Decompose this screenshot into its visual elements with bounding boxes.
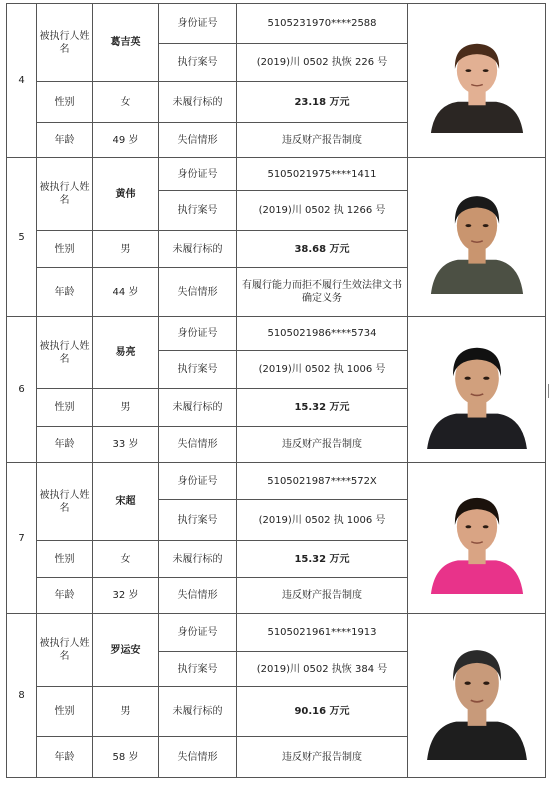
label-amount: 未履行标的 <box>159 231 237 268</box>
label-name: 被执行人姓名 <box>37 317 93 389</box>
record-index: 6 <box>7 317 37 463</box>
id-number: 5105231970****2588 <box>237 4 408 44</box>
label-age: 年龄 <box>37 737 93 778</box>
label-id: 身份证号 <box>159 317 237 351</box>
credit-situation: 违反财产报告制度 <box>237 123 408 158</box>
portrait-figure <box>425 331 529 449</box>
label-name: 被执行人姓名 <box>37 158 93 231</box>
record-row <box>7 158 546 191</box>
label-age: 年龄 <box>37 268 93 317</box>
label-credit: 失信情形 <box>159 123 237 158</box>
debtor-name: 宋超 <box>93 463 159 541</box>
label-amount: 未履行标的 <box>159 541 237 578</box>
id-number: 5105021986****5734 <box>237 317 408 351</box>
label-amount: 未履行标的 <box>159 82 237 123</box>
record-index: 5 <box>7 158 37 317</box>
debtor-photo <box>425 331 529 449</box>
record-row <box>7 463 546 500</box>
gender-value: 男 <box>93 687 159 737</box>
label-gender: 性别 <box>37 231 93 268</box>
portrait-figure <box>429 482 525 594</box>
age-value: 49 岁 <box>93 123 159 158</box>
debtor-roster-table <box>6 3 546 778</box>
debtor-photo <box>425 632 529 760</box>
roster-body <box>7 4 546 778</box>
credit-situation: 违反财产报告制度 <box>237 578 408 614</box>
amount-value: 15.32 万元 <box>237 389 408 427</box>
label-credit: 失信情形 <box>159 737 237 778</box>
gender-value: 女 <box>93 82 159 123</box>
age-value: 44 岁 <box>93 268 159 317</box>
id-number: 5105021975****1411 <box>237 158 408 191</box>
age-value: 32 岁 <box>93 578 159 614</box>
label-gender: 性别 <box>37 541 93 578</box>
gender-value: 男 <box>93 389 159 427</box>
label-amount: 未履行标的 <box>159 389 237 427</box>
debtor-name: 黄伟 <box>93 158 159 231</box>
debtor-name: 葛吉英 <box>93 4 159 82</box>
record-index: 4 <box>7 4 37 158</box>
credit-situation: 违反财产报告制度 <box>237 427 408 463</box>
record-index: 7 <box>7 463 37 614</box>
case-number: (2019)川 0502 执 1266 号 <box>237 191 408 231</box>
amount-value: 23.18 万元 <box>237 82 408 123</box>
credit-situation: 有履行能力而拒不履行生效法律文书确定义务 <box>237 268 408 317</box>
portrait-figure <box>429 29 525 133</box>
label-id: 身份证号 <box>159 463 237 500</box>
amount-value: 90.16 万元 <box>237 687 408 737</box>
label-case: 执行案号 <box>159 652 237 687</box>
id-number: 5105021987****572X <box>237 463 408 500</box>
gender-value: 女 <box>93 541 159 578</box>
age-value: 33 岁 <box>93 427 159 463</box>
label-credit: 失信情形 <box>159 427 237 463</box>
photo-cell <box>408 614 546 778</box>
label-case: 执行案号 <box>159 351 237 389</box>
amount-value: 38.68 万元 <box>237 231 408 268</box>
photo-cell <box>408 158 546 317</box>
label-name: 被执行人姓名 <box>37 614 93 687</box>
label-case: 执行案号 <box>159 500 237 541</box>
label-case: 执行案号 <box>159 44 237 82</box>
case-number: (2019)川 0502 执恢 384 号 <box>237 652 408 687</box>
label-id: 身份证号 <box>159 614 237 652</box>
label-amount: 未履行标的 <box>159 687 237 737</box>
amount-value: 15.32 万元 <box>237 541 408 578</box>
debtor-name: 易亮 <box>93 317 159 389</box>
label-id: 身份证号 <box>159 158 237 191</box>
edge-mark <box>548 384 553 398</box>
portrait-figure <box>429 180 525 294</box>
label-credit: 失信情形 <box>159 268 237 317</box>
case-number: (2019)川 0502 执 1006 号 <box>237 351 408 389</box>
portrait-figure <box>425 632 529 760</box>
case-number: (2019)川 0502 执恢 226 号 <box>237 44 408 82</box>
photo-cell <box>408 4 546 158</box>
case-number: (2019)川 0502 执 1006 号 <box>237 500 408 541</box>
label-gender: 性别 <box>37 389 93 427</box>
record-row <box>7 614 546 652</box>
record-row <box>7 4 546 44</box>
record-index: 8 <box>7 614 37 778</box>
label-gender: 性别 <box>37 687 93 737</box>
debtor-photo <box>429 482 525 594</box>
photo-cell <box>408 317 546 463</box>
debtor-photo <box>429 180 525 294</box>
age-value: 58 岁 <box>93 737 159 778</box>
gender-value: 男 <box>93 231 159 268</box>
label-name: 被执行人姓名 <box>37 463 93 541</box>
debtor-photo <box>429 29 525 133</box>
photo-cell <box>408 463 546 614</box>
debtor-name: 罗运安 <box>93 614 159 687</box>
label-credit: 失信情形 <box>159 578 237 614</box>
id-number: 5105021961****1913 <box>237 614 408 652</box>
credit-situation: 违反财产报告制度 <box>237 737 408 778</box>
label-age: 年龄 <box>37 578 93 614</box>
label-name: 被执行人姓名 <box>37 4 93 82</box>
label-case: 执行案号 <box>159 191 237 231</box>
label-age: 年龄 <box>37 427 93 463</box>
label-id: 身份证号 <box>159 4 237 44</box>
label-age: 年龄 <box>37 123 93 158</box>
record-row <box>7 317 546 351</box>
label-gender: 性别 <box>37 82 93 123</box>
